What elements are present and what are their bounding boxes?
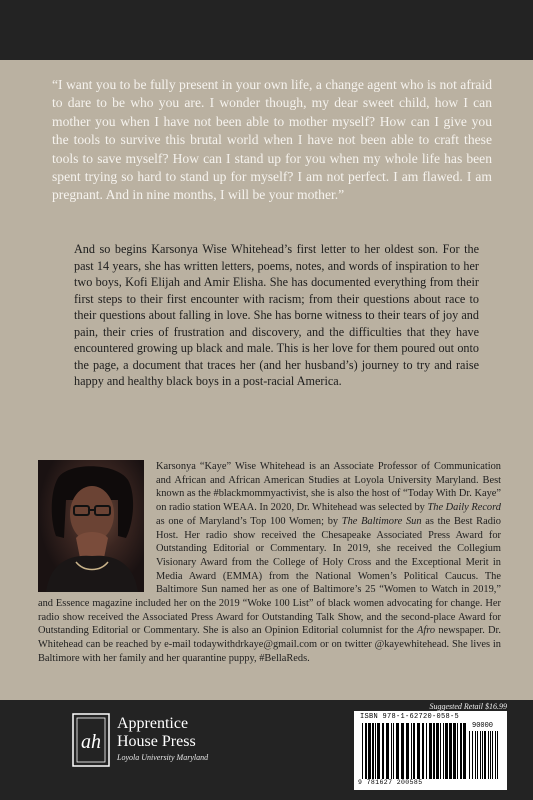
barcode-bar — [457, 723, 458, 779]
suggested-retail-price: Suggested Retail $16.99 — [429, 702, 507, 711]
barcode-number: 9 781627 200585 — [358, 779, 423, 786]
barcode-bar — [472, 731, 473, 779]
barcode-supplement-number: 90000 — [472, 722, 494, 730]
barcode-bar — [413, 723, 415, 779]
barcode-bar — [482, 731, 483, 779]
barcode-bar — [488, 731, 489, 779]
barcode-bar — [453, 723, 456, 779]
barcode-bar — [490, 731, 491, 779]
barcode-bar — [436, 723, 439, 779]
barcode-bar — [411, 723, 412, 779]
barcode-bar — [469, 731, 470, 779]
barcode — [354, 711, 507, 790]
barcode-bar — [417, 723, 420, 779]
isbn-text: ISBN 978-1-62720-058-5 — [360, 713, 460, 721]
barcode-bar — [375, 723, 376, 779]
barcode-bar — [497, 731, 498, 779]
svg-text:ah: ah — [81, 731, 101, 753]
barcode-bar — [449, 723, 452, 779]
barcode-bar — [429, 723, 432, 779]
barcode-bar — [480, 731, 481, 779]
barcode-bar — [386, 723, 389, 779]
barcode-bar — [484, 731, 486, 779]
barcode-bar — [393, 723, 394, 779]
book-description: And so begins Karsonya Wise Whitehead’s first letter to her oldest son. For the past 14 years, she has written letters, poems, notes, and words of inspiration to her two boys, Kofi Elijah and Amir Elisha. She has documented everything from their first steps to their first encounter with racism; from their questions about race to their questions about falling in love. She has borne witness to their tears of joy and pain, their cries of frustration and discovery, and the difficulties that they have encountered growing up black and male. This is her love for them poured out onto the page, a document that traces her (and her husband’s) journey to try and raise happy and healthy black boys in a post-racial America. — [74, 242, 479, 388]
barcode-bar — [477, 731, 478, 779]
barcode-bar — [422, 723, 424, 779]
publisher-name: Apprentice House Press — [117, 715, 196, 750]
barcode-bar — [362, 723, 363, 779]
barcode-bar — [368, 723, 371, 779]
barcode-bar — [463, 723, 466, 779]
barcode-bar — [401, 723, 404, 779]
barcode-bar — [377, 723, 380, 779]
barcode-bar — [391, 723, 392, 779]
barcode-bar — [396, 723, 399, 779]
barcode-bar — [426, 723, 427, 779]
top-band — [0, 0, 533, 60]
author-photo — [38, 460, 144, 592]
barcode-supplement-bars — [469, 731, 501, 779]
barcode-bar — [433, 723, 435, 779]
epigraph-quote: “I want you to be fully present in your own life, a change agent who is not afraid to dare to be who you are. I wonder though, my dear sweet child, how I can mother you when I have not been able to mother myself? How can I give you the tools to survive this brutal world when I have not been able to craft these tools to save myself? How can I stand up for you when my whole life has been spent trying so hard to stand up for myself? I am not perfect. I am flawed. I am pregnant. And in nine months, I will be your mother.” — [52, 77, 492, 203]
publisher-logo-icon — [71, 712, 111, 768]
author-bio: Karsonya “Kaye” Wise Whitehead is an Associate Professor of Communication and African and African American Studies at Loyola University Maryland. Best known as the #blackmommyactivist, she is also the host of “Today With Dr. Kaye” on radio station WEAA. In 2020, Dr. Whitehead was selected by The Daily Record as one of Maryland’s Top 100 Women; by The Baltimore Sun as the Best Radio Host. Her radio show received the Chesapeake Associated Press Award for Outstanding Editorial or Commentary. In 2019, she received the Collegium Visionary Award from the College of Holy Cross and the Exceptional Merit in Media Award (EMMA) from the National Women’s Political Caucus. The Baltimore Sun named her as one of Baltimore’s 25 “Women to Watch in 2019,” and Essence magazine included her on the 2019 “Woke 100 List” of black women advocating for change. Her radio show received the Associated Press Award for Outstanding Talk Show, and the second-place Award for Outstanding Editorial or Commentary. She is also an Opinion Editorial columnist for the Afro newspaper. Dr. Whitehead can be reached by e-mail todaywithdrkaye@gmail.com or on twitter @kayewhitehead. She lives in Baltimore with her family and her quarantine puppy, #BellaReds. — [38, 461, 501, 664]
barcode-bar — [406, 723, 409, 779]
barcode-bar — [475, 731, 476, 779]
barcode-bar — [445, 723, 448, 779]
barcode-bar — [443, 723, 444, 779]
author-bio-section — [38, 460, 501, 666]
barcode-bar — [372, 723, 374, 779]
barcode-bar — [382, 723, 384, 779]
barcode-bar — [495, 731, 496, 779]
barcode-bar — [492, 731, 493, 779]
barcode-bar — [440, 723, 441, 779]
publisher-subtitle: Loyola University Maryland — [117, 753, 209, 762]
barcode-bars — [362, 723, 466, 779]
barcode-bar — [460, 723, 462, 779]
barcode-bar — [365, 723, 367, 779]
